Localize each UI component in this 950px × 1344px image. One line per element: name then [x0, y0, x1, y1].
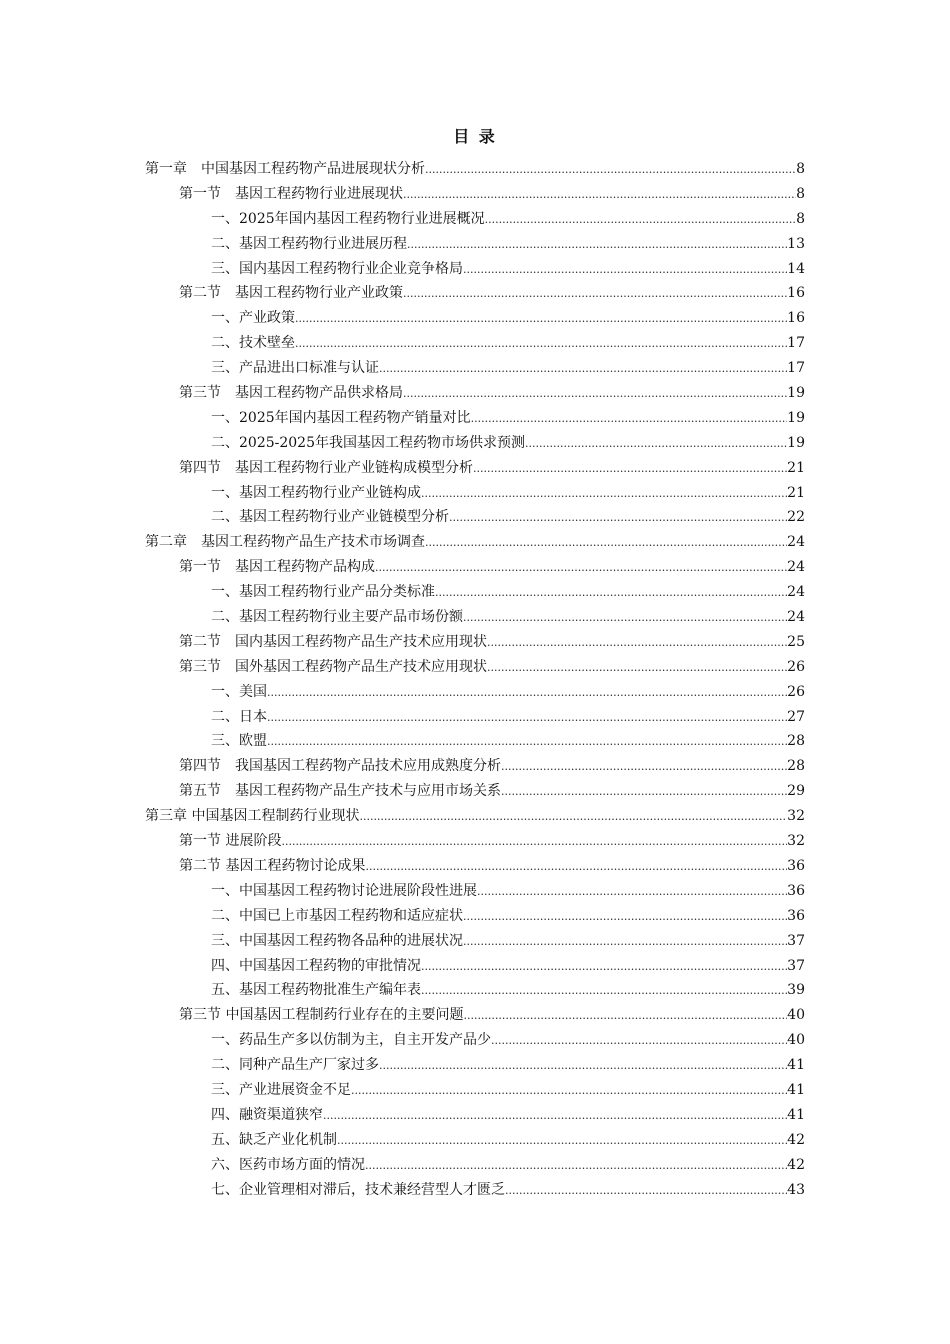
toc-entry-text: 第二节 基因工程药物行业产业政策 [179, 285, 403, 302]
toc-entry-text: 三、国内基因工程药物行业企业竞争格局 [211, 260, 463, 277]
toc-entry-text: 第四节 我国基因工程药物产品技术应用成熟度分析 [179, 758, 501, 775]
toc-entry-page-number: 28 [787, 758, 805, 775]
toc-entry-text: 第四节 基因工程药物行业产业链构成模型分析 [179, 459, 473, 476]
toc-entry-page-number: 39 [787, 982, 805, 999]
toc-entry-text: 第一节 基因工程药物行业进展现状 [179, 185, 403, 202]
toc-entry-text: 三、中国基因工程药物各品种的进展状况 [211, 932, 463, 949]
toc-entry-text: 一、2025年国内基因工程药物行业进展概况 [211, 210, 485, 227]
toc-entry[interactable] [145, 879, 805, 904]
toc-entry-page-number: 41 [787, 1106, 805, 1123]
dot-leader [471, 407, 788, 431]
toc-entry[interactable] [145, 182, 805, 207]
toc-entry-text: 一、美国 [211, 683, 267, 700]
toc-entry-page-number: 19 [787, 434, 805, 451]
dot-leader [421, 482, 787, 506]
toc-entry-text: 二、2025-2025年我国基因工程药物市场供求预测 [211, 434, 525, 451]
dot-leader [403, 282, 787, 306]
dot-leader [487, 656, 787, 680]
toc-title: 目 录 [453, 127, 497, 146]
dot-leader [473, 457, 787, 481]
toc-entry-text: 第一节 基因工程药物产品构成 [179, 559, 375, 576]
dot-leader [501, 755, 787, 779]
toc-entry[interactable] [145, 505, 805, 530]
toc-entry-text: 五、基因工程药物批准生产编年表 [211, 982, 421, 999]
toc-entry-text: 一、2025年国内基因工程药物产销量对比 [211, 409, 471, 426]
toc-entry-page-number: 22 [787, 509, 805, 526]
toc-entry[interactable] [145, 1178, 805, 1203]
toc-entry[interactable] [145, 829, 805, 854]
toc-entry-page-number: 21 [787, 484, 805, 501]
toc-entry-text: 第三章 中国基因工程制药行业现状 [145, 808, 360, 825]
dot-leader [463, 905, 787, 929]
toc-entry-text: 一、药品生产多以仿制为主，自主开发产品少 [211, 1032, 491, 1049]
toc-entry[interactable] [145, 580, 805, 605]
toc-entry[interactable] [145, 804, 805, 829]
dot-leader [463, 258, 787, 282]
toc-entry-page-number: 24 [787, 609, 805, 626]
toc-entry-text: 四、中国基因工程药物的审批情况 [211, 957, 421, 974]
toc-entry-page-number: 37 [787, 957, 805, 974]
toc-entry[interactable] [145, 331, 805, 356]
toc-entry[interactable] [145, 854, 805, 879]
toc-entry-text: 二、基因工程药物行业主要产品市场份额 [211, 609, 463, 626]
dot-leader [425, 531, 787, 555]
toc-entry-page-number: 43 [787, 1181, 805, 1198]
toc-entry-text: 三、产品进出口标准与认证 [211, 360, 379, 377]
toc-entry[interactable] [145, 954, 805, 979]
toc-entry-page-number: 25 [787, 633, 805, 650]
dot-leader [449, 506, 787, 530]
toc-entry-text: 一、基因工程药物行业产业链构成 [211, 484, 421, 501]
dot-leader [463, 606, 787, 630]
toc-entry-text: 三、欧盟 [211, 733, 267, 750]
toc-entry-page-number: 24 [787, 559, 805, 576]
toc-entry[interactable] [145, 929, 805, 954]
table-of-contents [145, 157, 805, 1202]
toc-entry-text: 第二节 国内基因工程药物产品生产技术应用现状 [179, 633, 487, 650]
dot-leader [421, 955, 787, 979]
toc-entry-text: 一、产业政策 [211, 310, 295, 327]
toc-entry[interactable] [145, 754, 805, 779]
toc-entry-text: 七、企业管理相对滞后，技术兼经营型人才匮乏 [211, 1181, 505, 1198]
toc-entry[interactable] [145, 1053, 805, 1078]
toc-entry-page-number: 8 [796, 210, 805, 227]
dot-leader [337, 1129, 787, 1153]
toc-entry[interactable] [145, 555, 805, 580]
toc-entry[interactable] [145, 530, 805, 555]
toc-entry-text: 二、中国已上市基因工程药物和适应症状 [211, 907, 463, 924]
toc-entry-text: 第三节 国外基因工程药物产品生产技术应用现状 [179, 658, 487, 675]
toc-entry[interactable] [145, 356, 805, 381]
dot-leader [379, 1054, 787, 1078]
dot-leader [421, 979, 787, 1003]
toc-entry-text: 第五节 基因工程药物产品生产技术与应用市场关系 [179, 783, 501, 800]
dot-leader [267, 730, 787, 754]
toc-entry[interactable] [145, 1128, 805, 1153]
toc-entry[interactable] [145, 978, 805, 1003]
toc-entry-page-number: 8 [796, 185, 805, 202]
toc-entry-page-number: 28 [787, 733, 805, 750]
toc-entry[interactable] [145, 779, 805, 804]
dot-leader [425, 158, 796, 182]
toc-entry[interactable] [145, 605, 805, 630]
toc-entry[interactable] [145, 1153, 805, 1178]
toc-entry[interactable] [145, 1078, 805, 1103]
toc-entry-page-number: 42 [787, 1131, 805, 1148]
toc-entry[interactable] [145, 904, 805, 929]
toc-entry-text: 第一章 中国基因工程药物产品进展现状分析 [145, 161, 425, 177]
dot-leader [525, 432, 787, 456]
toc-entry-page-number: 24 [787, 584, 805, 601]
toc-entry-page-number: 42 [787, 1156, 805, 1173]
toc-entry-page-number: 14 [787, 260, 805, 277]
dot-leader [379, 357, 787, 381]
dot-leader [485, 208, 796, 232]
toc-entry-page-number: 40 [787, 1032, 805, 1049]
toc-entry[interactable] [145, 680, 805, 705]
toc-entry[interactable] [145, 481, 805, 506]
toc-entry-page-number: 41 [787, 1081, 805, 1098]
toc-entry-page-number: 36 [787, 907, 805, 924]
dot-leader [463, 930, 787, 954]
toc-entry-page-number: 13 [787, 235, 805, 252]
toc-entry[interactable] [145, 306, 805, 331]
toc-entry-text: 一、中国基因工程药物讨论进展阶段性进展 [211, 882, 477, 899]
dot-leader [403, 183, 796, 207]
dot-leader [365, 1154, 787, 1178]
toc-entry-page-number: 37 [787, 932, 805, 949]
toc-entry[interactable] [145, 431, 805, 456]
dot-leader [323, 1104, 787, 1128]
toc-entry-text: 二、基因工程药物行业产业链模型分析 [211, 509, 449, 526]
toc-entry-page-number: 27 [787, 708, 805, 725]
toc-entry-page-number: 17 [787, 360, 805, 377]
toc-entry-page-number: 32 [787, 833, 805, 850]
toc-entry[interactable] [145, 232, 805, 257]
toc-entry-text: 一、基因工程药物行业产品分类标准 [211, 584, 435, 601]
toc-entry-text: 二、技术壁垒 [211, 335, 295, 352]
dot-leader [435, 581, 787, 605]
dot-leader [403, 382, 787, 406]
dot-leader [281, 830, 787, 854]
toc-entry[interactable] [145, 1003, 805, 1028]
toc-entry[interactable] [145, 281, 805, 306]
dot-leader [359, 805, 787, 829]
toc-entry-text: 二、基因工程药物行业进展历程 [211, 235, 407, 252]
toc-entry-text: 第一节 进展阶段 [179, 833, 282, 850]
toc-entry-text: 第二节 基因工程药物讨论成果 [179, 857, 366, 874]
toc-entry-text: 第三节 中国基因工程制药行业存在的主要问题 [179, 1007, 464, 1024]
toc-entry-page-number: 32 [787, 808, 805, 825]
toc-entry-text: 四、融资渠道狭窄 [211, 1106, 323, 1123]
dot-leader [463, 1004, 787, 1028]
toc-entry-page-number: 41 [787, 1057, 805, 1074]
toc-entry-page-number: 21 [787, 459, 805, 476]
toc-entry[interactable] [145, 456, 805, 481]
dot-leader [487, 631, 787, 655]
dot-leader [365, 855, 787, 879]
dot-leader [501, 780, 787, 804]
toc-entry-page-number: 16 [787, 310, 805, 327]
dot-leader [267, 706, 787, 730]
toc-entry-text: 三、产业进展资金不足 [211, 1081, 351, 1098]
toc-entry-page-number: 16 [787, 285, 805, 302]
toc-entry-page-number: 36 [787, 857, 805, 874]
dot-leader [351, 1079, 787, 1103]
dot-leader [375, 556, 787, 580]
toc-entry[interactable] [145, 1103, 805, 1128]
toc-entry-text: 六、医药市场方面的情况 [211, 1156, 365, 1173]
toc-entry[interactable] [145, 257, 805, 282]
toc-entry-page-number: 29 [787, 783, 805, 800]
dot-leader [505, 1179, 787, 1203]
dot-leader [407, 233, 787, 257]
toc-entry-page-number: 17 [787, 335, 805, 352]
toc-entry-text: 五、缺乏产业化机制 [211, 1131, 337, 1148]
toc-entry[interactable] [145, 655, 805, 680]
toc-entry-page-number: 26 [787, 658, 805, 675]
toc-entry-page-number: 26 [787, 683, 805, 700]
toc-entry[interactable] [145, 630, 805, 655]
toc-entry-page-number: 8 [796, 161, 805, 177]
toc-entry[interactable] [145, 157, 805, 182]
dot-leader [267, 681, 787, 705]
toc-entry[interactable] [145, 207, 805, 232]
toc-entry[interactable] [145, 705, 805, 730]
toc-entry-text: 二、同种产品生产厂家过多 [211, 1057, 379, 1074]
dot-leader [477, 880, 787, 904]
toc-entry-page-number: 19 [787, 385, 805, 402]
toc-entry[interactable] [145, 406, 805, 431]
toc-entry-page-number: 40 [787, 1007, 805, 1024]
toc-entry[interactable] [145, 381, 805, 406]
dot-leader [295, 332, 787, 356]
toc-entry[interactable] [145, 1028, 805, 1053]
toc-entry-text: 第三节 基因工程药物产品供求格局 [179, 385, 403, 402]
toc-entry-page-number: 19 [787, 409, 805, 426]
toc-entry-page-number: 24 [787, 534, 805, 551]
toc-entry-text: 二、日本 [211, 708, 267, 725]
dot-leader [295, 307, 787, 331]
toc-entry-page-number: 36 [787, 882, 805, 899]
toc-entry-text: 第二章 基因工程药物产品生产技术市场调查 [145, 534, 425, 551]
dot-leader [491, 1029, 787, 1053]
toc-entry[interactable] [145, 729, 805, 754]
